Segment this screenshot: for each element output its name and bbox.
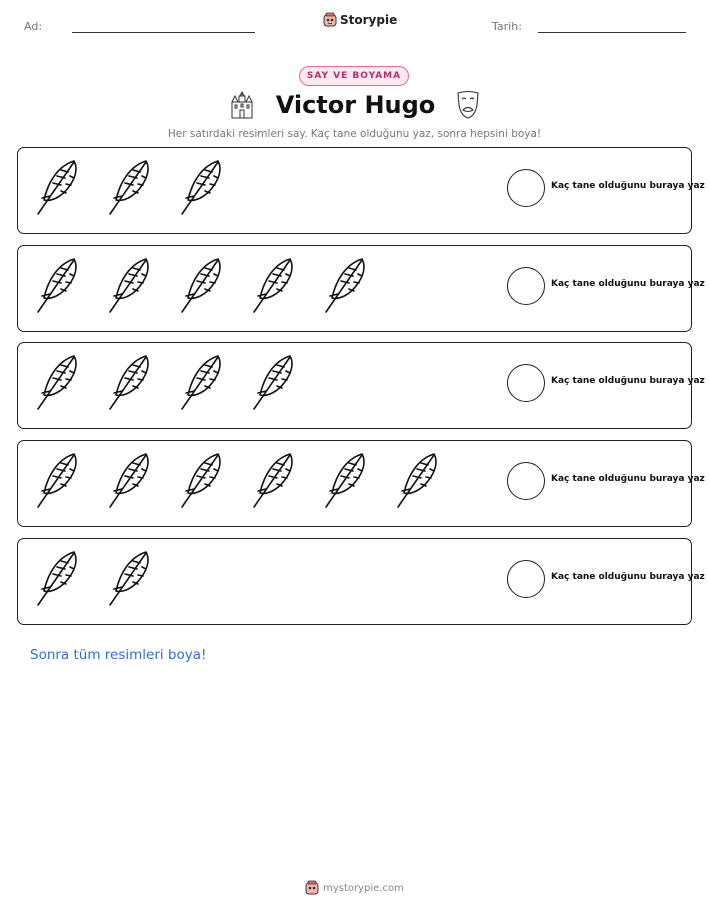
answer-label: Kaç tane olduğunu buraya yaz xyxy=(551,474,705,484)
activity-badge: SAY VE BOYAMA xyxy=(299,66,409,86)
answer-label: Kaç tane olduğunu buraya yaz xyxy=(551,572,705,582)
feather-quill-icon xyxy=(100,353,172,413)
feather-group xyxy=(28,353,316,413)
answer-circle[interactable] xyxy=(507,560,545,598)
name-line[interactable] xyxy=(72,32,255,33)
footer xyxy=(0,880,709,896)
feather-quill-icon xyxy=(172,158,244,218)
feather-quill-icon xyxy=(28,158,100,218)
name-label: Ad: xyxy=(24,20,43,33)
counting-row-5 xyxy=(17,538,705,625)
instruction-text: Her satırdaki resimleri say. Kaç tane olduğunu yaz, sonra hepsini boya! xyxy=(167,128,542,140)
feather-quill-icon xyxy=(100,158,172,218)
answer-circle[interactable] xyxy=(507,364,545,402)
answer-label: Kaç tane olduğunu buraya yaz xyxy=(551,376,705,386)
feather-quill-icon xyxy=(244,256,316,316)
feather-group xyxy=(28,549,172,609)
feather-quill-icon xyxy=(244,451,316,511)
brand xyxy=(323,12,397,28)
answer-circle[interactable] xyxy=(507,462,545,500)
counting-row-1 xyxy=(17,147,705,234)
storypie-logo-icon xyxy=(323,12,337,28)
feather-quill-icon xyxy=(172,353,244,413)
feather-quill-icon xyxy=(388,451,460,511)
counting-row-4 xyxy=(17,440,705,527)
storypie-logo-icon xyxy=(305,880,319,896)
counting-row-3 xyxy=(17,342,705,429)
feather-quill-icon xyxy=(28,353,100,413)
feather-group xyxy=(28,256,388,316)
feather-quill-icon xyxy=(172,256,244,316)
date-line[interactable] xyxy=(538,32,686,33)
feather-group xyxy=(28,158,244,218)
title-row xyxy=(0,90,709,120)
feather-quill-icon xyxy=(100,256,172,316)
answer-circle[interactable] xyxy=(507,267,545,305)
footer-url[interactable]: mystorypie.com xyxy=(323,882,404,894)
feather-quill-icon xyxy=(172,451,244,511)
feather-quill-icon xyxy=(100,451,172,511)
color-instruction: Sonra tüm resimleri boya! xyxy=(30,647,207,663)
feather-quill-icon xyxy=(28,549,100,609)
feather-group xyxy=(28,451,460,511)
feather-quill-icon xyxy=(28,256,100,316)
feather-quill-icon xyxy=(244,353,316,413)
counting-row-2 xyxy=(17,245,705,332)
answer-label: Kaç tane olduğunu buraya yaz xyxy=(551,279,705,289)
feather-quill-icon xyxy=(100,549,172,609)
castle-icon xyxy=(228,90,256,120)
feather-quill-icon xyxy=(316,256,388,316)
feather-quill-icon xyxy=(28,451,100,511)
theater-mask-icon xyxy=(455,90,481,120)
answer-label: Kaç tane olduğunu buraya yaz xyxy=(551,181,705,191)
brand-name: Storypie xyxy=(340,13,398,27)
answer-circle[interactable] xyxy=(507,169,545,207)
feather-quill-icon xyxy=(316,451,388,511)
page-title: Victor Hugo xyxy=(275,91,436,119)
date-label: Tarih: xyxy=(492,20,522,33)
